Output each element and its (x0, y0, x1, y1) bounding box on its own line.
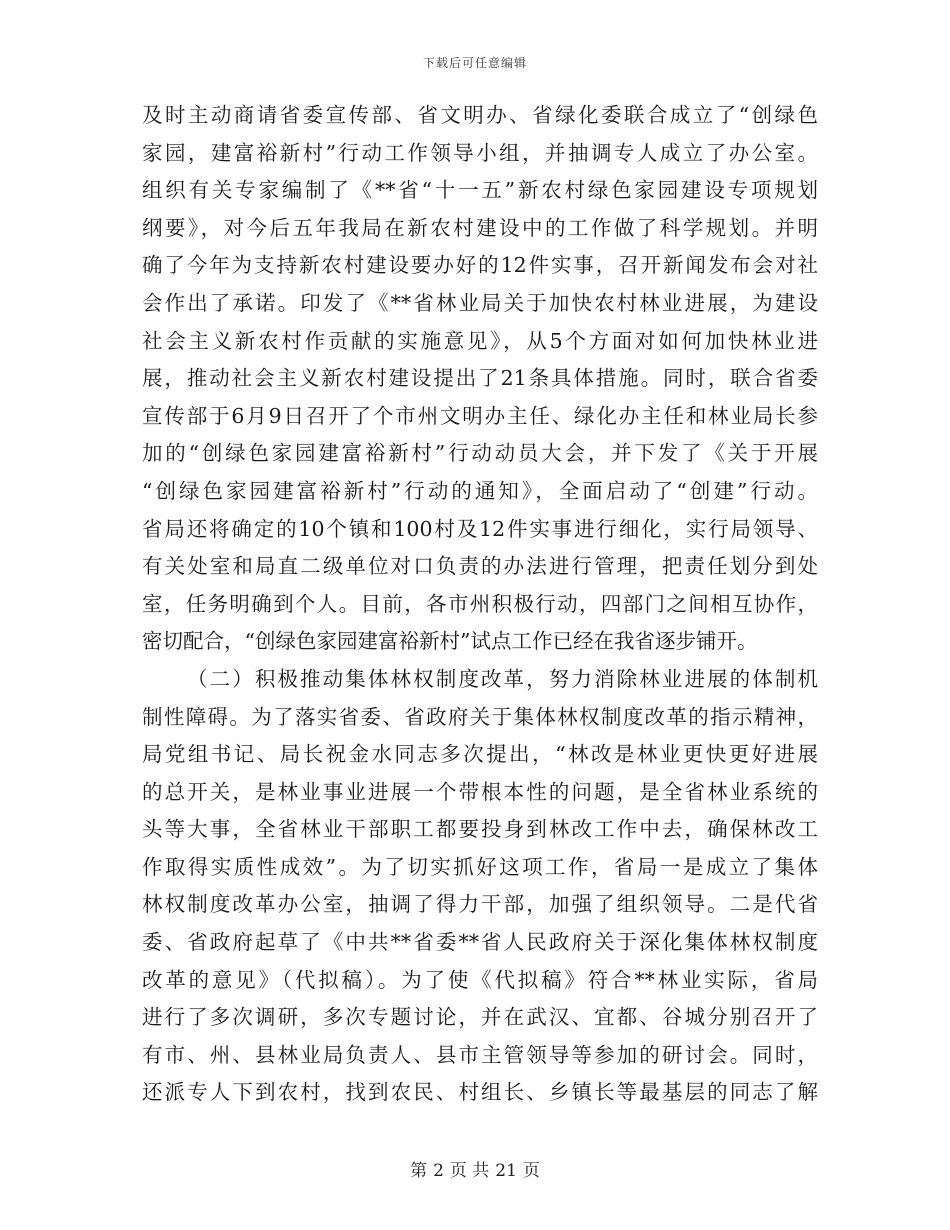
text-line: 头等大事，全省林业干部职工都要投身到林改工作中去，确保林改工 (142, 817, 818, 842)
text-line: 改革的意见》（代拟稿）。为了使《代拟稿》符合**林业实际，省局 (142, 967, 818, 992)
page-label: 第 (410, 1161, 428, 1181)
text-line: 制性障碍。为了落实省委、省政府关于集体林权制度改革的指示精神， (142, 704, 818, 729)
text-line: 局党组书记、局长祝金水同志多次提出，“林改是林业更快更好进展 (142, 742, 818, 767)
text-line: 会作出了承诺。印发了《**省林业局关于加快农村林业进展，为建设 (142, 290, 818, 315)
text-line: 组织有关专家编制了《**省“十一五”新农村绿色家园建设专项规划 (142, 178, 818, 203)
text-line: 有关处室和局直二级单位对口负责的办法进行管理，把责任划分到处 (142, 554, 818, 579)
text-line: 纲要》，对今后五年我局在新农村建设中的工作做了科学规划。并明 (142, 215, 818, 240)
page-mid: 页 共 (449, 1161, 490, 1181)
text-line: 还派专人下到农村，找到农民、村组长、乡镇长等最基层的同志了解 (142, 1080, 818, 1105)
text-line: 的总开关，是林业事业进展一个带根本性的问题，是全省林业系统的 (142, 779, 818, 804)
page-header: 下载后可任意编辑 (422, 56, 527, 70)
text-line: 密切配合，“创绿色家园建富裕新村”试点工作已经在我省逐步铺开。 (142, 629, 758, 654)
text-line: “创绿色家园建富裕新村”行动的通知》，全面启动了“创建”行动。 (142, 478, 818, 503)
text-line: 林权制度改革办公室，抽调了得力干部，加强了组织领导。二是代省 (142, 892, 818, 917)
text-line: 确了今年为支持新农村建设要办好的12件实事，召开新闻发布会对社 (142, 253, 818, 278)
page-current: 2 (433, 1161, 444, 1181)
text-line: （二）积极推动集体林权制度改革，努力消除林业进展的体制机 (187, 666, 818, 691)
text-line: 进行了多次调研，多次专题讨论，并在武汉、宜都、谷城分别召开了 (142, 1005, 818, 1030)
text-line: 宣传部于6月9日召开了个市州文明办主任、绿化办主任和林业局长参 (142, 403, 818, 428)
text-line: 有市、州、县林业局负责人、县市主管领导等参加的研讨会。同时， (142, 1042, 818, 1067)
text-line: 社会主义新农村作贡献的实施意见》，从5个方面对如何加快林业进 (142, 328, 818, 353)
page-total: 21 (495, 1161, 517, 1181)
text-line: 室，任务明确到个人。目前，各市州积极行动，四部门之间相互协作， (142, 591, 818, 616)
document-body (142, 97, 818, 1112)
text-line: 作取得实质性成效”。为了切实抓好这项工作，省局一是成立了集体 (142, 854, 818, 879)
text-line: 家园，建富裕新村”行动工作领导小组，并抽调专人成立了办公室。 (142, 140, 818, 165)
page-footer (0, 1156, 950, 1181)
page-end: 页 (522, 1161, 540, 1181)
text-line: 委、省政府起草了《中共**省委**省人民政府关于深化集体林权制度 (142, 930, 818, 955)
text-line: 加的“创绿色家园建富裕新村”行动动员大会，并下发了《关于开展 (142, 441, 818, 466)
text-line: 省局还将确定的10个镇和100村及12件实事进行细化，实行局领导、 (142, 516, 818, 541)
text-line: 展，推动社会主义新农村建设提出了21条具体措施。同时，联合省委 (142, 366, 818, 391)
text-line: 及时主动商请省委宣传部、省文明办、省绿化委联合成立了“创绿色 (142, 103, 818, 127)
